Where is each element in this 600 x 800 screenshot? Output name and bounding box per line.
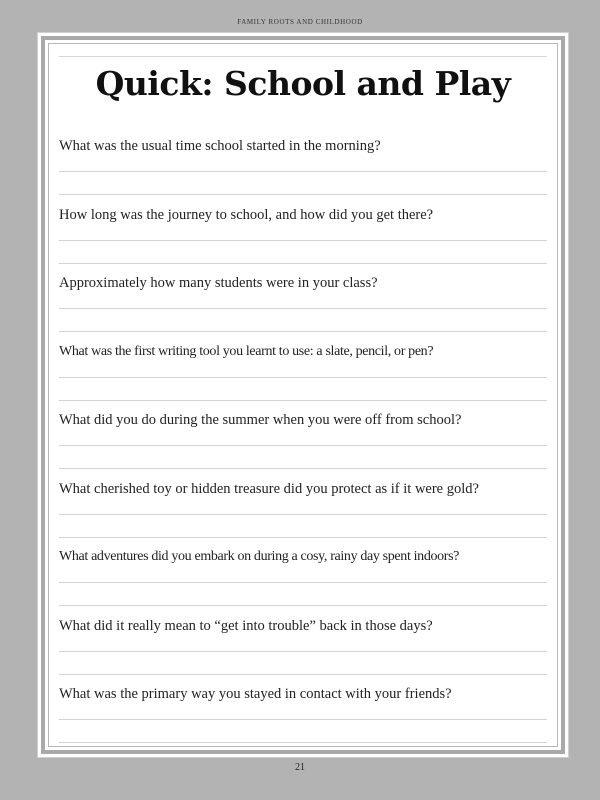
question-text: What adventures did you embark on during a cosy, rainy day spent indoors? xyxy=(59,549,460,564)
question-list xyxy=(59,114,547,731)
answer-line xyxy=(59,240,547,241)
question-item xyxy=(59,525,547,594)
page-frame xyxy=(37,32,569,758)
answer-line xyxy=(59,171,547,172)
question-item xyxy=(59,251,547,320)
running-header: FAMILY ROOTS AND CHILDHOOD xyxy=(237,18,363,26)
question-item xyxy=(59,114,547,183)
answer-line xyxy=(59,445,547,446)
answer-line xyxy=(59,514,547,515)
question-item xyxy=(59,594,547,663)
top-rule xyxy=(59,56,547,57)
answer-line xyxy=(59,377,547,378)
answer-line xyxy=(59,651,547,652)
question-item xyxy=(59,662,547,731)
question-text: What was the usual time school started in the morning? xyxy=(59,138,381,154)
question-text: What did it really mean to “get into trouble” back in those days? xyxy=(59,617,433,634)
frame-border xyxy=(41,36,565,754)
question-text: How long was the journey to school, and how did you get there? xyxy=(59,206,434,223)
question-text: Approximately how many students were in your class? xyxy=(59,275,378,291)
page-number: 21 xyxy=(295,762,305,773)
answer-line xyxy=(59,582,547,583)
answer-line xyxy=(59,719,547,720)
question-item xyxy=(59,388,547,457)
answer-line xyxy=(59,742,547,743)
answer-line xyxy=(59,308,547,309)
question-item xyxy=(59,457,547,526)
question-item xyxy=(59,320,547,389)
question-text: What was the primary way you stayed in contact with your friends? xyxy=(59,686,452,702)
frame-content xyxy=(48,43,558,747)
question-text: What did you do during the summer when you were off from school? xyxy=(59,412,462,428)
question-text: What cherished toy or hidden treasure did you protect as if it were gold? xyxy=(59,480,479,497)
question-text: What was the first writing tool you learnt to use: a slate, pencil, or pen? xyxy=(59,343,434,359)
question-item xyxy=(59,183,547,252)
page-title: Quick: School and Play xyxy=(95,64,511,103)
